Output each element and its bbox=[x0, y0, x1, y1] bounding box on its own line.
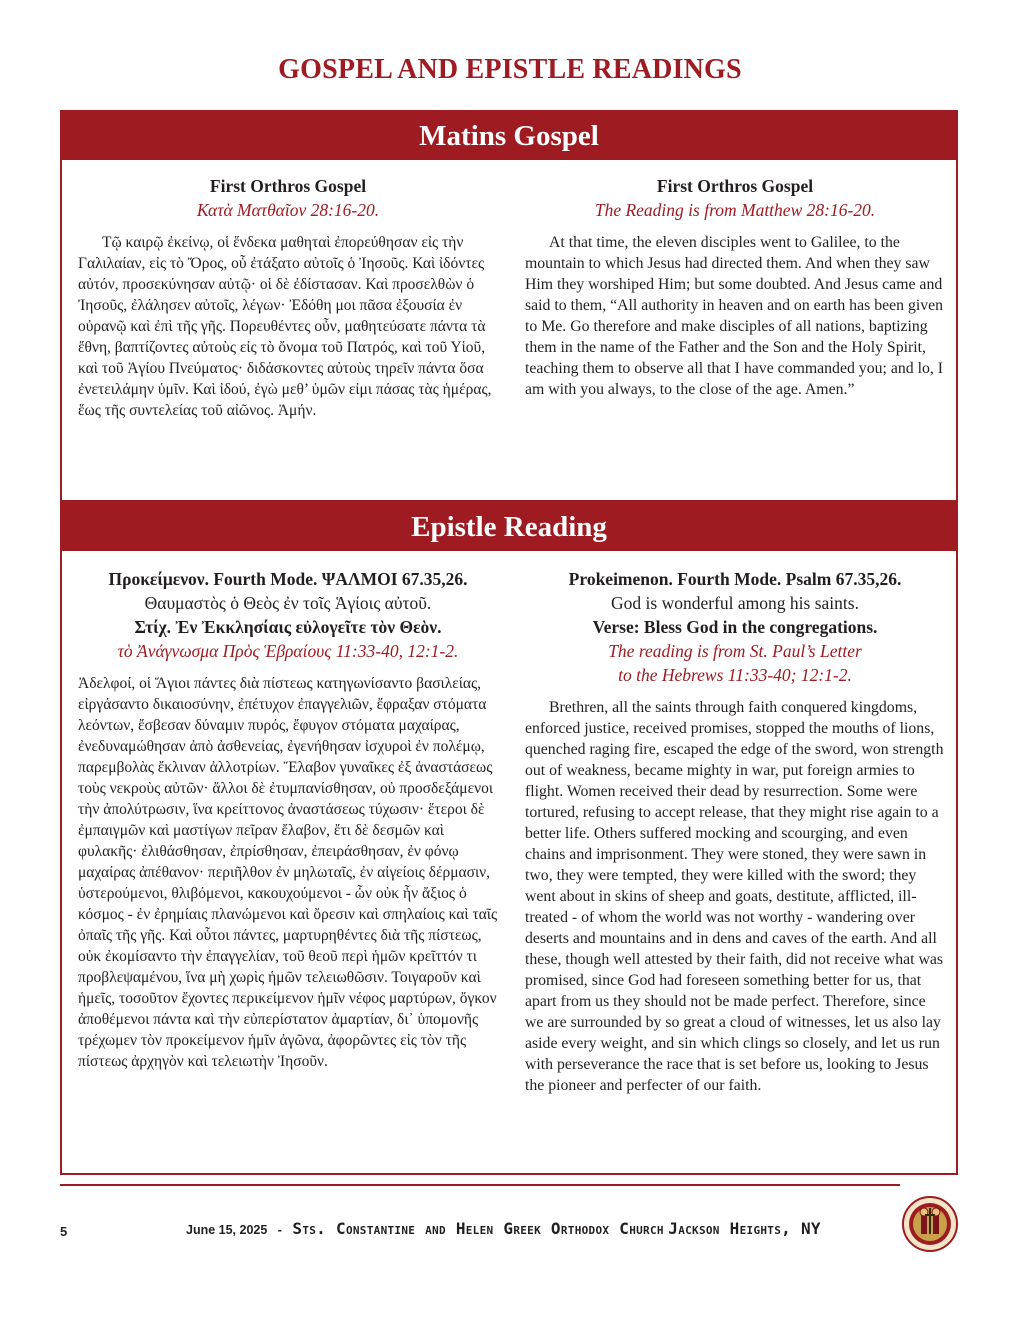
section-header-matins: Matins Gospel bbox=[62, 112, 956, 160]
matins-greek-ref: Κατὰ Ματθαῖον 28:16-20. bbox=[196, 200, 380, 220]
epistle-english-stichos: Verse: Bless God in the congregations. bbox=[592, 617, 878, 637]
matins-english-heading bbox=[525, 174, 945, 222]
footer-location: Jackson Heights, NY bbox=[668, 1219, 821, 1238]
epistle-english-verse: God is wonderful among his saints. bbox=[611, 593, 859, 613]
footer-separator: - bbox=[277, 1223, 282, 1237]
footer-date: June 15, 2025 bbox=[186, 1223, 268, 1237]
epistle-greek-verse: Θαυμαστὸς ὁ Θεὸς ἐν τοῖς Ἁγίοις αὐτοῦ. bbox=[144, 593, 432, 613]
epistle-greek-column bbox=[78, 567, 498, 1072]
epistle-english-ref-line1: The reading is from St. Paul’s Letter bbox=[608, 641, 862, 661]
church-seal-icon bbox=[902, 1196, 958, 1252]
matins-english-title: First Orthros Gospel bbox=[656, 176, 814, 196]
epistle-english-ref-line2: to the Hebrews 11:33-40; 12:1-2. bbox=[618, 665, 852, 685]
epistle-english-text: Brethren, all the saints through faith conquered kingdoms, enforced justice, received promises, stopped the mouths of lions, quenched raging fire, escaped the edge of the sword, won strength out of weakness, became mighty in war, put foreign armies to flight. Women received their dead by resurrection. Some were tortured, refusing to accept release, that they might rise again to a better life. Others suffered mocking and scourging, and even chains and imprisonment. They were stoned, they were sawn in two, they were tempted, they were killed with the sword; they went about in skins of sheep and goats, destitute, afflicted, ill-treated - of whom the world was not worthy - wandering over deserts and mountains and in dens and caves of the earth. And all these, though well attested by their faith, did not receive what was promised, since God had foreseen something better for us, that apart from us they should not be made perfect. Therefore, since we are surrounded by so great a cloud of witnesses, let us also lay aside every weight, and sin which clings so closely, and let us run with perseverance the race that is set before us, looking to Jesus the pioneer and perfecter of our faith. bbox=[525, 699, 944, 1094]
epistle-english-prokeimenon: Prokeimenon. Fourth Mode. Psalm 67.35,26. bbox=[568, 569, 902, 589]
footer-church-name: Sts. Constantine and Helen Greek Orthodox Church bbox=[292, 1219, 664, 1238]
matins-greek-heading bbox=[78, 174, 498, 222]
matins-greek-title: First Orthros Gospel bbox=[209, 176, 367, 196]
section-header-epistle: Epistle Reading bbox=[62, 503, 956, 551]
matins-greek-column bbox=[78, 174, 498, 421]
matins-english-text: At that time, the eleven disciples went to Galilee, to the mountain to which Jesus had directed them. And when they saw Him they worshiped Him; but some doubted. And Jesus came and said to them, “All authority in heaven and on earth has been given to Me. Go therefore and make disciples of all nations, baptizing them in the name of the Father and the Son and the Holy Spirit, teaching them to observe all that I have commanded you; and lo, I am with you always, to the close of the age. Amen.” bbox=[525, 234, 944, 398]
epistle-greek-prokeimenon: Προκείμενον. Fourth Mode. ΨΑΛΜΟΙ 67.35,26. bbox=[108, 569, 468, 589]
footer-page-number: 5 bbox=[60, 1224, 68, 1239]
matins-english-ref: The Reading is from Matthew 28:16-20. bbox=[594, 200, 876, 220]
page-title: GOSPEL AND EPISTLE READINGS bbox=[278, 54, 742, 85]
epistle-greek-stichos: Στίχ. Ἐν Ἐκκλησίαις εὐλογεῖτε τὸν Θεὸν. bbox=[134, 617, 442, 637]
epistle-english-heading bbox=[525, 567, 945, 687]
matins-greek-text: Τῷ καιρῷ ἐκείνῳ, οἱ ἕνδεκα μαθηταὶ ἐπορεύθησαν εἰς τὴν Γαλιλαίαν, εἰς τὸ Ὄρος, οὗ ἐτάξατο αὐτοῖς ὁ Ἰησοῦς. Καὶ ἰδόντες αὐτόν, προσεκύνησαν αὐτῷ· οἱ δὲ ἐδίστασαν. Καὶ προσελθὼν ὁ Ἰησοῦς, ἐλάλησεν αὐτοῖς, λέγων· Ἐδόθη μοι πᾶσα ἐξουσία ἐν οὐρανῷ καὶ ἐπὶ τῆς γῆς. Πορευθέντες οὖν, μαθητεύσατε πάντα τὰ ἔθνη, βαπτίζοντες αὐτοὺς εἰς τὸ ὄνομα τοῦ Πατρός, καὶ τοῦ Υἱοῦ, καὶ τοῦ Ἁγίου Πνεύματος· διδάσκοντες αὐτοὺς τηρεῖν πάντα ὅσα ἐνετειλάμην ὑμῖν. Καὶ ἰδού, ἐγὼ μεθ’ ὑμῶν εἰμι πάσας τὰς ἡμέρας, ἕως τῆς συντελείας τοῦ αἰῶνος. Ἀμήν. bbox=[78, 234, 492, 419]
epistle-greek-heading bbox=[78, 567, 498, 663]
matins-english-column bbox=[525, 174, 945, 400]
epistle-greek-ref: τὸ Ἀνάγνωσμα Πρὸς Ἑβραίους 11:33-40, 12:1-2. bbox=[117, 641, 459, 661]
footer-rule bbox=[60, 1184, 900, 1186]
epistle-section bbox=[60, 501, 958, 1175]
epistle-greek-text: Ἀδελφοί, οἱ Ἅγιοι πάντες διὰ πίστεως κατηγωνίσαντο βασιλείας, εἰργάσαντο δικαιοσύνην, ἐπέτυχον ἐπαγγελιῶν, ἔφραξαν στόματα λεόντων, ἔσβεσαν δύναμιν πυρός, ἔφυγον στόματα μαχαίρας, ἐνεδυναμώθησαν ἀπὸ ἀσθενείας, ἐγενήθησαν ἰσχυροὶ ἐν πολέμῳ, παρεμβολὰς ἔκλιναν ἀλλοτρίων. Ἔλαβον γυναῖκες ἐξ ἀναστάσεως τοὺς νεκροὺς αὐτῶν· ἄλλοι δὲ ἐτυμπανίσθησαν, οὐ προσδεξάμενοι τὴν ἀπολύτρωσιν, ἵνα κρείττονος ἀναστάσεως τύχωσιν· ἕτεροι δὲ ἐμπαιγμῶν καὶ μαστίγων πεῖραν ἔλαβον, ἔτι δὲ δεσμῶν καὶ φυλακῆς· ἐλιθάσθησαν, ἐπρίσθησαν, ἐπειράσθησαν, ἐν φόνῳ μαχαίρας ἀπέθανον· περιῆλθον ἐν μηλωταῖς, ἐν αἰγείοις δέρμασιν, ὑστερούμενοι, θλιβόμενοι, κακουχούμενοι - ὧν οὐκ ἦν ἄξιος ὁ κόσμος - ἐν ἐρημίαις πλανώμενοι καὶ ὄρεσιν καὶ σπηλαίοις καὶ ταῖς ὀπαῖς τῆς γῆς. Καὶ οὗτοι πάντες, μαρτυρηθέντες διὰ τῆς πίστεως, οὐκ ἐκομίσαντο τὴν ἐπαγγελίαν, τοῦ θεοῦ περὶ ἡμῶν κρεῖττόν τι προβλεψαμένου, ἵνα μὴ χωρὶς ἡμῶν τελειωθῶσιν. Τοιγαροῦν καὶ ἡμεῖς, τοσοῦτον ἔχοντες περικείμενον ἡμῖν νέφος μαρτύρων, ὄγκον ἀποθέμενοι πάντα καὶ τὴν εὐπερίστατον ἁμαρτίαν, δι᾿ ὑπομονῆς τρέχωμεν τὸν προκείμενον ἡμῖν ἀγῶνα, ἀφορῶντες εἰς τὸν τῆς πίστεως ἀρχηγὸν καὶ τελειωτὴν Ἰησοῦν. bbox=[78, 675, 498, 1070]
footer-line bbox=[186, 1219, 821, 1239]
matins-gospel-section bbox=[60, 110, 958, 502]
epistle-english-column bbox=[525, 567, 945, 1096]
